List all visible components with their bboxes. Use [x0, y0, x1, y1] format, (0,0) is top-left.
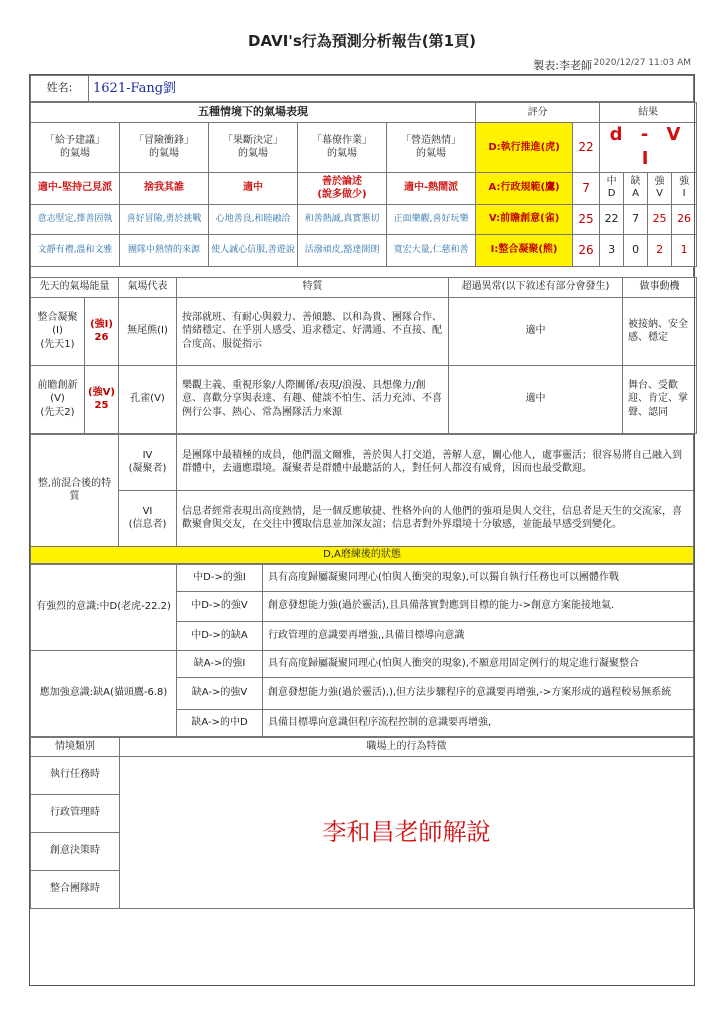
scenario-trait: 和善熱誠,真實懇切: [298, 204, 387, 234]
mix-type: IV (凝聚者): [119, 434, 177, 490]
report-title: DAVI's行為預測分析報告(第1頁): [248, 32, 476, 50]
da-group-label: 應加強意識:缺A(貓頭鷹-6.8): [31, 650, 177, 736]
name-label: 姓名:: [31, 76, 89, 102]
innate-header: 特質: [177, 277, 449, 297]
innate-trait: 按部就班、有耐心與毅力、善傾聽、以和為貴、團隊合作、情緒穩定、在乎別人感受、追求穩定、好溝通、不直接、配合度高、服從指示: [177, 297, 449, 365]
innate-strength: (強I) 26: [85, 297, 119, 365]
innate-trait: 樂觀主義、重視形象/人際關係/表現/浪漫、具想像力/創意、喜歡分享與表達、有趣、健談不怕生、活力充沛、不喜例行公事、熱心、常為團隊活力來源: [177, 365, 449, 433]
scenario-level: 適中: [209, 172, 298, 204]
mix-desc: 信息者經常表現出高度熱情，是一個反應敏捷、性格外向的人他們的強項是與人交往，信息者是天生的交流家，喜歡聚會與交友，在交往中獲取信息並加深友誼；信息者對外界環境十分敏感，並能最早感受到變化。: [177, 490, 694, 546]
score-label-i: I:整合凝聚(熊): [476, 234, 573, 266]
innate-energy: 前瞻創新 (V) (先天2): [31, 365, 85, 433]
innate-energy: 整合凝聚 (I) (先天1): [31, 297, 85, 365]
workplace-header: 情境類別: [31, 737, 120, 756]
scenario-trait: 文靜有禮,溫和文雅: [31, 234, 120, 266]
mix-table: [30, 434, 694, 564]
scenario-level: 捨我其誰: [120, 172, 209, 204]
report-frame: [29, 74, 695, 986]
score-label-a: A:行政規範(鷹): [476, 172, 573, 204]
mix-type: VI (信息者): [119, 490, 177, 546]
score-value-i: 26: [573, 234, 600, 266]
result-value: 22: [600, 204, 624, 234]
da-key: 缺A->的強I: [177, 650, 263, 677]
result-value: 7: [624, 204, 648, 234]
five-title: 五種情境下的氣場表現: [31, 103, 476, 123]
scenario-table: [30, 102, 697, 267]
workplace-category: 執行任務時: [31, 756, 120, 794]
scenario-name: 「果斷決定」 的氣場: [209, 123, 298, 173]
scenario-name: 「給予建議」 的氣場: [31, 123, 120, 173]
da-key: 缺A->的中D: [177, 709, 263, 736]
mix-label: 整,前混合後的特質: [31, 434, 119, 546]
da-value: 創意發想能力強(過於靈活),且具備落實對應到目標的能力->創意方案能接地氣.: [263, 591, 694, 621]
scenario-level: 適中-堅持己見派: [31, 172, 120, 204]
innate-header: 先天的氣場能量: [31, 277, 119, 297]
result-value: 2: [648, 234, 672, 266]
da-key: 中D->的強V: [177, 591, 263, 621]
workplace-category: 創意決策時: [31, 832, 120, 870]
da-title: D,A磨練後的狀態: [31, 546, 694, 563]
innate-strength: (強V) 25: [85, 365, 119, 433]
score-value-a: 7: [573, 172, 600, 204]
result-col: 強 I: [672, 172, 697, 204]
workplace-category: 整合團隊時: [31, 870, 120, 908]
result-col: 強 V: [648, 172, 672, 204]
innate-abnormal: 適中: [449, 297, 623, 365]
innate-abnormal: 適中: [449, 365, 623, 433]
scenario-trait: 心地善良,和睦融洽: [209, 204, 298, 234]
workplace-header: 職場上的行為特徵: [120, 737, 694, 756]
da-group-label: 有強烈的意識:中D(老虎-22.2): [31, 564, 177, 650]
da-value: 具有高度歸屬凝聚同理心(怕與人衝突的現象),不願意用固定例行的規定進行凝聚整合: [263, 650, 694, 677]
author-label: 製表:李老師: [533, 59, 592, 72]
scenario-level: 適中-熱鬧派: [387, 172, 476, 204]
da-value: 具有高度歸屬凝聚同理心(怕與人衝突的現象),可以獨自執行任務也可以團體作戰: [263, 564, 694, 591]
result-col: 缺 A: [624, 172, 648, 204]
workplace-table: [30, 737, 694, 909]
score-value-v: 25: [573, 204, 600, 234]
scenario-trait: 意志堅定,擇善固執: [31, 204, 120, 234]
innate-header: 氣場代表: [119, 277, 177, 297]
innate-motive: 被接納、安全感、穩定: [623, 297, 697, 365]
scenario-name: 「冒險衝鋒」 的氣場: [120, 123, 209, 173]
result-value: 0: [624, 234, 648, 266]
da-key: 中D->的強I: [177, 564, 263, 591]
timestamp: 2020/12/27 11:03 AM: [593, 58, 691, 68]
name-value: 1621-Fang劉: [89, 76, 694, 102]
result-value: 3: [600, 234, 624, 266]
da-key: 中D->的缺A: [177, 621, 263, 650]
score-value-d: 22: [573, 123, 600, 173]
scenario-level: 善於論述 (說多做少): [298, 172, 387, 204]
scenario-name: 「營造熱情」 的氣場: [387, 123, 476, 173]
da-key: 缺A->的強V: [177, 677, 263, 709]
da-value: 行政管理的意識要再增強,,具備目標導向意識: [263, 621, 694, 650]
name-table: [30, 75, 694, 102]
result-code: d - V I: [600, 123, 697, 173]
scenario-trait: 寬宏大量,仁慈和善: [387, 234, 476, 266]
innate-motive: 舞台、受歡迎、肯定、掌聲、認同: [623, 365, 697, 433]
result-header: 結果: [600, 103, 697, 123]
innate-table: [30, 277, 697, 434]
result-col: 中 D: [600, 172, 624, 204]
scenario-trait: 活潑頑皮,豁達開朗: [298, 234, 387, 266]
da-value: 具備目標導向意識但程序流程控制的意識要再增強,: [263, 709, 694, 736]
result-value: 1: [672, 234, 697, 266]
innate-rep: 孔雀(V): [119, 365, 177, 433]
scenario-trait: 團隊中熱情的來源: [120, 234, 209, 266]
score-header: 評分: [476, 103, 600, 123]
innate-rep: 無尾熊(I): [119, 297, 177, 365]
workplace-category: 行政管理時: [31, 794, 120, 832]
score-label-d: D:執行推進(虎): [476, 123, 573, 173]
innate-header: 做事動機: [623, 277, 697, 297]
da-value: 創意發想能力強(過於靈活),),但方法步驟程序的意識要再增強,->方案形成的過程較易無系統: [263, 677, 694, 709]
score-label-v: V:前瞻創意(雀): [476, 204, 573, 234]
scenario-name: 「幕僚作業」 的氣場: [298, 123, 387, 173]
scenario-trait: 正面樂觀,喜好玩樂: [387, 204, 476, 234]
da-table: [30, 564, 694, 737]
innate-header: 超過異常(以下敘述有部分會發生): [449, 277, 623, 297]
scenario-trait: 使人誠心信服,善遊說: [209, 234, 298, 266]
mix-desc: 是團隊中最積極的成員，他們溫文爾雅，善於與人打交道，善解人意，關心他人，處事靈活；很容易將自己融入到群體中，去適應環境。凝聚者是群體中最聽話的人，對任何人都沒有威脅，因而也最受歡迎。: [177, 434, 694, 490]
result-value: 26: [672, 204, 697, 234]
scenario-trait: 喜好冒險,勇於挑戰: [120, 204, 209, 234]
signature-text: 李和昌老師解說: [120, 756, 694, 908]
result-value: 25: [648, 204, 672, 234]
